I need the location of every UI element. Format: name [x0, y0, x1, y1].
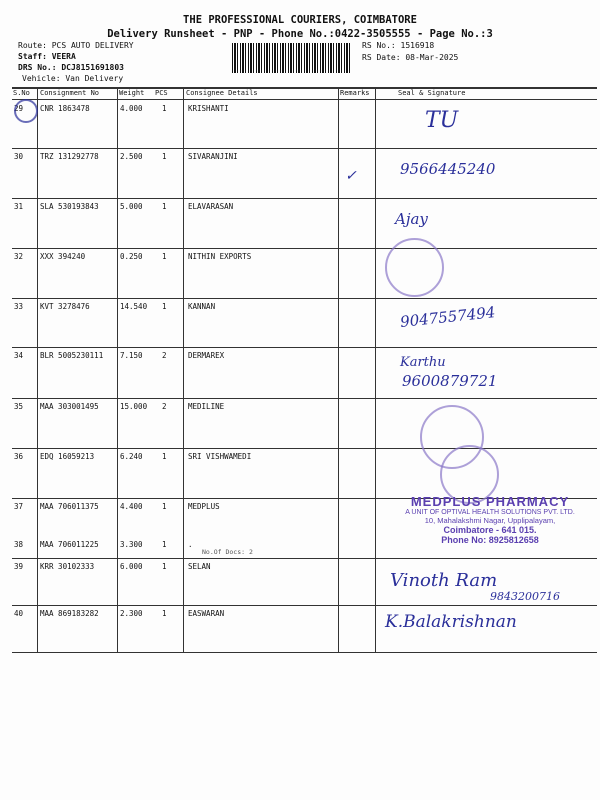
route: Route: PCS AUTO DELIVERY: [18, 41, 134, 50]
cell-consignee: MEDPLUS: [188, 502, 220, 511]
col-line: [375, 88, 376, 652]
signature: Karthu: [400, 355, 446, 370]
cell-sno: 40: [14, 609, 24, 618]
cell-pcs: 2: [162, 402, 167, 411]
cell-wt: 2.500: [120, 152, 143, 161]
cell-wt: 6.240: [120, 452, 143, 461]
stamp-line: Phone No: 8925812658: [441, 535, 539, 545]
stamp-line: 10, Mahalakshmi Nagar, Upplipalayam,: [424, 516, 556, 525]
cell-wt: 0.250: [120, 252, 143, 261]
cell-consignee: SRI VISHWAMEDI: [188, 452, 252, 461]
signature: TU: [425, 108, 459, 133]
header-consignment: Consignment No: [40, 89, 100, 97]
runsheet-title: Delivery Runsheet - PNP - Phone No.:0422-3505555 - Page No.:3: [107, 28, 493, 40]
divider: [12, 99, 597, 100]
cell-consignee: KRISHANTI: [188, 104, 229, 113]
signature: Ajay: [395, 210, 428, 228]
cell-pcs: 1: [162, 562, 167, 571]
cell-wt: 4.000: [120, 104, 143, 113]
cell-cn: KRR 30102333: [40, 562, 95, 571]
signature-phone: 9047557494: [399, 303, 497, 331]
cell-sno: 32: [14, 252, 24, 261]
signature: Vinoth Ram: [390, 570, 498, 591]
cell-pcs: 1: [162, 609, 167, 618]
staff: Staff: VEERA: [18, 52, 76, 61]
cell-sno: 37: [14, 502, 24, 511]
cell-cn: EDQ 16059213: [40, 452, 95, 461]
cell-sno: 38: [14, 540, 24, 549]
cell-sno: 36: [14, 452, 24, 461]
row-divider: [12, 652, 597, 653]
col-line: [183, 88, 184, 652]
cell-wt: 5.000: [120, 202, 143, 211]
cell-cn: XXX 394240: [40, 252, 86, 261]
col-line: [338, 88, 339, 652]
signature-phone: 9600879721: [402, 372, 498, 390]
cell-sno: 33: [14, 302, 24, 311]
cell-wt: 15.000: [120, 402, 148, 411]
divider: [12, 87, 597, 89]
cell-sno: 39: [14, 562, 24, 571]
row-divider: [12, 558, 597, 559]
cell-pcs: 1: [162, 152, 167, 161]
stamp-name: MEDPLUS PHARMACY: [410, 494, 570, 509]
company-name: THE PROFESSIONAL COURIERS, COIMBATORE: [183, 14, 417, 26]
cell-pcs: 1: [162, 104, 167, 113]
stamp-line: Coimbatore - 641 015.: [443, 525, 537, 535]
cell-wt: 6.000: [120, 562, 143, 571]
cell-cn: SLA 530193843: [40, 202, 99, 211]
row-divider: [12, 148, 597, 149]
cell-wt: 4.400: [120, 502, 143, 511]
row-divider: [12, 398, 597, 399]
cell-cn: BLR 5005230111: [40, 351, 104, 360]
cell-consignee: SELAN: [188, 562, 211, 571]
header-pcs: PCS: [155, 89, 168, 97]
cell-cn: TRZ 131292778: [40, 152, 99, 161]
col-line: [37, 88, 38, 652]
cell-pcs: 2: [162, 351, 167, 360]
row-divider: [12, 448, 597, 449]
cell-consignee: NITHIN EXPORTS: [188, 252, 252, 261]
col-line: [117, 88, 118, 652]
remark-mark: ✓: [345, 168, 357, 184]
signature-phone: 9843200716: [490, 590, 560, 603]
header-sno: S.No: [13, 89, 30, 97]
cell-wt: 2.300: [120, 609, 143, 618]
cell-pcs: 1: [162, 540, 167, 549]
cell-sno: 34: [14, 351, 24, 360]
row-divider: [12, 605, 597, 606]
cell-cn: MAA 869183282: [40, 609, 99, 618]
cell-cn: MAA 706011225: [40, 540, 99, 549]
cell-pcs: 1: [162, 302, 167, 311]
signature: K.Balakrishnan: [385, 612, 517, 632]
cell-wt: 7.150: [120, 351, 143, 360]
signature-phone: 9566445240: [400, 160, 496, 178]
cell-consignee: SIVARANJINI: [188, 152, 238, 161]
cell-cn: CNR 1863478: [40, 104, 90, 113]
barcode: [232, 43, 350, 73]
drs-number: DRS No.: DCJ8151691803: [18, 63, 124, 72]
header-consignee: Consignee Details: [186, 89, 258, 97]
cell-pcs: 1: [162, 252, 167, 261]
cell-wt: 14.540: [120, 302, 148, 311]
row-divider: [12, 198, 597, 199]
row-divider: [12, 347, 597, 348]
cell-consignee: EASWARAN: [188, 609, 225, 618]
cell-pcs: 1: [162, 452, 167, 461]
cell-consignee: .: [188, 540, 193, 549]
cell-consignee: KANNAN: [188, 302, 216, 311]
stamp-line: A UNIT OF OPTIVAL HEALTH SOLUTIONS PVT. LTD.: [405, 509, 575, 516]
cell-pcs: 1: [162, 202, 167, 211]
row-divider: [12, 298, 597, 299]
header-remarks: Remarks: [340, 89, 370, 97]
cell-consignee: MEDILINE: [188, 402, 225, 411]
no-of-docs: No.Of Docs: 2: [202, 548, 253, 556]
cell-sno: 29: [14, 104, 24, 113]
row-divider: [12, 248, 597, 249]
cell-cn: MAA 706011375: [40, 502, 99, 511]
cell-wt: 3.300: [120, 540, 143, 549]
circle-mark: [14, 99, 38, 123]
medplus-stamp: [390, 494, 590, 545]
rs-date: RS Date: 08-Mar-2025: [362, 53, 459, 62]
cell-pcs: 1: [162, 502, 167, 511]
vehicle: Vehicle: Van Delivery: [22, 74, 124, 83]
cell-consignee: DERMAREX: [188, 351, 225, 360]
cell-sno: 30: [14, 152, 24, 161]
seal-stamp: [385, 238, 444, 297]
cell-sno: 31: [14, 202, 24, 211]
cell-consignee: ELAVARASAN: [188, 202, 234, 211]
cell-sno: 35: [14, 402, 24, 411]
header-seal: Seal & Signature: [398, 89, 466, 97]
header-weight: Weight: [119, 89, 145, 97]
rs-number: RS No.: 1516918: [362, 41, 435, 50]
cell-cn: KVT 3278476: [40, 302, 90, 311]
cell-cn: MAA 303001495: [40, 402, 99, 411]
